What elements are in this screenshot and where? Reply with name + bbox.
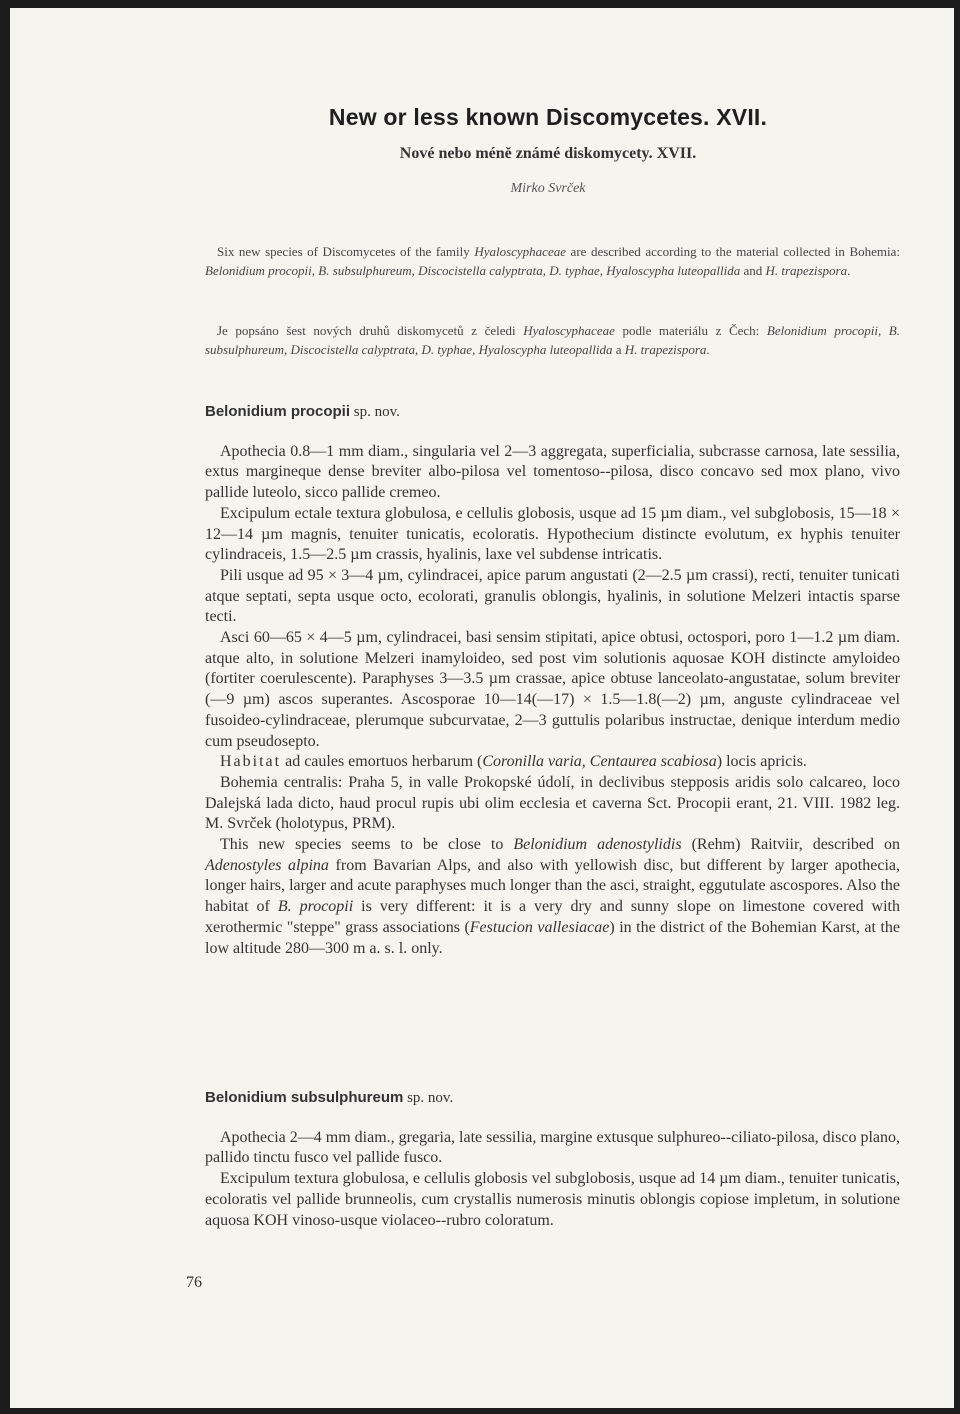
discussion-text: (Rehm) Raitviir, described on [681, 836, 901, 854]
species-name: Belonidium adenostylidis [513, 836, 682, 854]
species-list: Belonidium procopii, B. subsulphureum, Discocistella calyptrata, D. typhae, Hyaloscypha luteopallida [205, 263, 741, 278]
section-belonidium-subsulphureum [205, 1088, 900, 1231]
family-name: Hyaloscyphaceae [474, 244, 566, 259]
page-title: New or less known Discomycetes. XVII. [328, 104, 768, 130]
plant-association: Festucion vallesiacae [469, 918, 610, 936]
abstract-text: are described according to the material collected in Bohemia: [566, 244, 900, 259]
family-name: Hyaloscyphaceae [523, 323, 615, 338]
abstract-text: podle materiálu z Čech: [614, 323, 767, 338]
section-belonidium-procopii [205, 402, 900, 959]
paragraph-discussion [205, 835, 900, 959]
abstract-text: a [612, 342, 625, 357]
abstract-english [205, 242, 900, 280]
habitat-text: ad caules emortuos herbarum ( [281, 753, 483, 771]
habitat-label: Habitat [220, 753, 282, 771]
abstract-english-text [205, 242, 900, 280]
paragraph-pili: Pili usque ad 95 × 3—4 µm, cylindracei, apice parum angustati (2—2.5 µm crassi), recti, tenuiter tunicati atque septati, septa usque octo, ecolorati, granulis oblongis, hyalinis, in solutione Melzeri intactis sparse tecti. [205, 566, 900, 626]
page-subtitle: Nové nebo méně známé diskomycety. XVII. [399, 145, 697, 162]
species-name: B. procopii [277, 898, 354, 916]
taxon-status: sp. nov. [403, 1090, 454, 1106]
species-list: Belonidium procopii, B. subsulphureum, Discocistella calyptrata, D. typhae, Hyaloscypha luteopallida [205, 323, 900, 357]
abstract-text: and [740, 263, 766, 278]
paragraph-habitat [205, 752, 900, 773]
habitat-text: ) locis apricis. [716, 753, 807, 771]
species-name: H. trapezispora [624, 342, 707, 357]
discussion-text: from Bavarian Alps, and also with yellowish disc, but different by larger apothecia, longer hairs, larger and acute paraphyses much longer than the asci, straight, eggutulate ascospores. Also the habitat of [205, 856, 901, 916]
paragraph-excipulum: Excipulum ectale textura globulosa, e cellulis globosis, usque ad 15 µm diam., vel subglobosis, 15—18 × 12—14 µm magnis, tenuiter tunicatis, ecoloratis. Hypothecium distincte evolutum, ex hyphis tenuiter cylindraceis, 1.5—2.5 µm crassis, hyalinis, laxe vel subdense intricatis. [205, 504, 900, 564]
abstract-czech [205, 321, 900, 359]
paragraph-excipulum: Excipulum textura globulosa, e cellulis globosis vel subglobosis, usque ad 14 µm diam., tenuiter tunicatis, ecoloratis vel pallide brunneolis, cum crystallis numerosis minutis oblongis copiose impletum, in solutione aquosa KOH vinoso-usque violaceo--rubro coloratum. [205, 1170, 900, 1229]
abstract-text: Six new species of Discomycetes of the family [217, 244, 475, 259]
discussion-text: is very different: it is a very dry and sunny slope on limestone covered with xerothermic "steppe" grass associations ( [205, 898, 900, 936]
paragraph-apothecia: Apothecia 2—4 mm diam., gregaria, late sessilia, margine extusque sulphureo--ciliato-pilosa, disco plano, pallido tinctu fusco vel pallide fusco. [205, 1128, 900, 1167]
discussion-text: This new species seems to be close to [220, 836, 514, 854]
species-name: Adenostyles alpina [205, 856, 329, 874]
species-name: H. trapezispora [765, 263, 848, 278]
page [10, 8, 954, 1408]
paragraph-locality: Bohemia centralis: Praha 5, in valle Prokopské údolí, in declivibus stepposis aridis solo calcareo, loco Dalejská lada dicto, haud procul rupis ubi olim ecclesia et caverna Sct. Procopii erant, 21. VIII. 1982 leg. M. Svrček (holotypus, PRM). [205, 773, 900, 833]
taxon-name: Belonidium subsulphureum [205, 1089, 404, 1106]
abstract-text: Je popsáno šest nových druhů diskomycetů z čeledi [217, 323, 524, 338]
host-plants: Coronilla varia, Centaurea scabiosa [482, 753, 717, 771]
discussion-text: ) in the district of the Bohemian Karst, at the low altitude 280—300 m a. s. l. only. [205, 918, 901, 957]
abstract-text: . [706, 342, 710, 357]
abstract-text: . [847, 263, 851, 278]
section-heading [205, 1088, 900, 1109]
abstract-czech-text [205, 321, 900, 359]
section-heading [205, 402, 900, 423]
paragraph-asci: Asci 60—65 × 4—5 µm, cylindracei, basi sensim stipitati, apice obtusi, octospori, poro 1—1.2 µm diam. atque alto, in solutione Melzeri inamyloideo, sed post vim solutionis aquosae KOH distincte amyloideo (fortiter coerulescente). Paraphyses 3—3.5 µm crassae, apice obtuse lanceolato-angustatae, solum breviter (—9 µm) ascos superantes. Ascosporae 10—14(—17) × 1.5—1.8(—2) µm, anguste cylindraceae vel fusoideo-cylindraceae, plerumque subcurvatae, 2—3 guttulis polaribus instructae, denique interdum medio cum pseudosepto. [205, 629, 900, 750]
taxon-status: sp. nov. [350, 404, 400, 420]
page-number: 76 [186, 1274, 202, 1291]
taxon-name: Belonidium procopii [205, 403, 350, 420]
paragraph-apothecia: Apothecia 0.8—1 mm diam., singularia vel 2—3 aggregata, superficialia, subcrasse carnosa, late sessilia, extus margineque dense breviter albo-pilosa vel tomentoso--pilosa, disco concavo sed mox plano, vivo pallide luteolo, sicco pallide cremeo. [205, 442, 900, 502]
author-name: Mirko Svrček [510, 181, 586, 196]
